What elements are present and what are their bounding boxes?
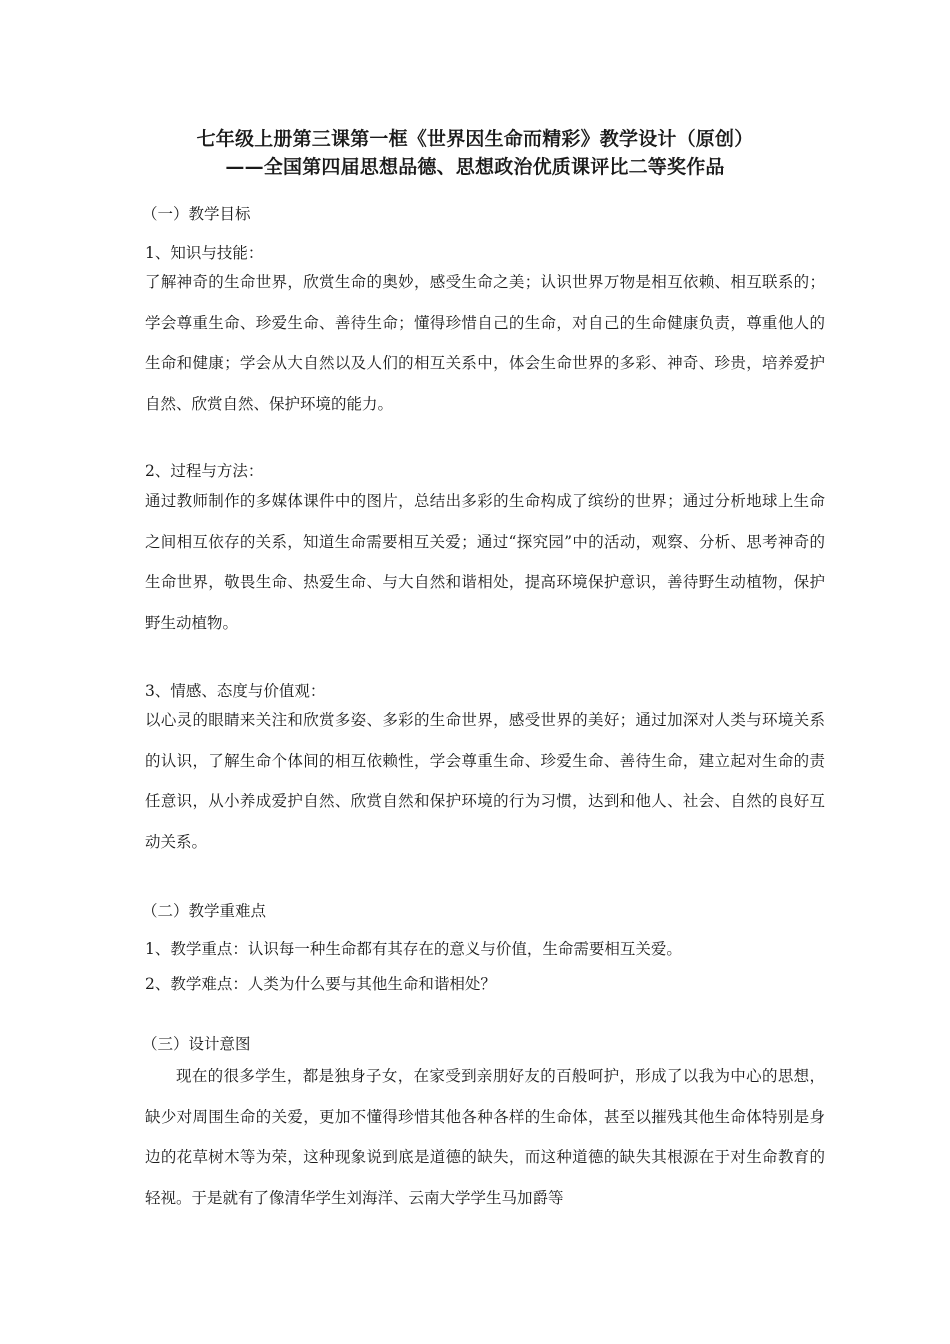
paragraph-process-methods: 通过教师制作的多媒体课件中的图片，总结出多彩的生命构成了缤纷的世界；通过分析地球上生命之间相互依存的关系，知道生命需要相互关爱；通过“探究园”中的活动，观察、分析、思考神奇的生命世界，敬畏生命、热爱生命、与大自然和谐相处，提高环境保护意识，善待野生动植物，保护野生动植物。 (145, 492, 825, 632)
section-heading-key-points: （二）教学重难点 (142, 902, 267, 920)
subheading-process-methods: 2、过程与方法： (145, 462, 264, 480)
paragraph-design-intent: 现在的很多学生，都是独身子女，在家受到亲朋好友的百般呵护，形成了以我为中心的思想，缺少对周围生命的关爱，更加不懂得珍惜其他各种各样的生命体，甚至以摧残其他生命体特别是身边的花草树木等为荣，这种现象说到底是道德的缺失，而这种道德的缺失其根源在于对生命教育的轻视。于是就有了像清华学生刘海洋、云南大学学生马加爵等 (145, 1067, 825, 1207)
subheading-emotion-values: 3、情感、态度与价值观： (145, 682, 326, 700)
document-title: 七年级上册第三课第一框《世界因生命而精彩》教学设计（原创） (196, 128, 754, 150)
section-heading-objectives: （一）教学目标 (142, 205, 251, 223)
paragraph-emotion-values: 以心灵的眼睛来关注和欣赏多姿、多彩的生命世界，感受世界的美好；通过加深对人类与环境关系的认识，了解生命个体间的相互依赖性，学会尊重生命、珍爱生命、善待生命，建立起对生命的责任意识，从小养成爱护自然、欣赏自然和保护环境的行为习惯，达到和他人、社会、自然的良好互动关系。 (145, 711, 825, 851)
document-subtitle: ——全国第四届思想品德、思想政治优质课评比二等奖作品 (225, 156, 725, 178)
paragraph-knowledge-skills: 了解神奇的生命世界，欣赏生命的奥妙，感受生命之美；认识世界万物是相互依赖、相互联系的；学会尊重生命、珍爱生命、善待生命；懂得珍惜自己的生命，对自己的生命健康负责，尊重他人的生命和健康；学会从大自然以及人们的相互关系中，体会生命世界的多彩、神奇、珍贵，培养爱护自然、欣赏自然、保护环境的能力。 (145, 273, 825, 413)
difficult-point-item: 2、教学难点：人类为什么要与其他生命和谐相处？ (145, 975, 496, 993)
subheading-knowledge-skills: 1、知识与技能： (145, 244, 264, 262)
key-point-item: 1、教学重点：认识每一种生命都有其存在的意义与价值，生命需要相互关爱。 (145, 940, 682, 958)
section-heading-design-intent: （三）设计意图 (142, 1035, 251, 1053)
